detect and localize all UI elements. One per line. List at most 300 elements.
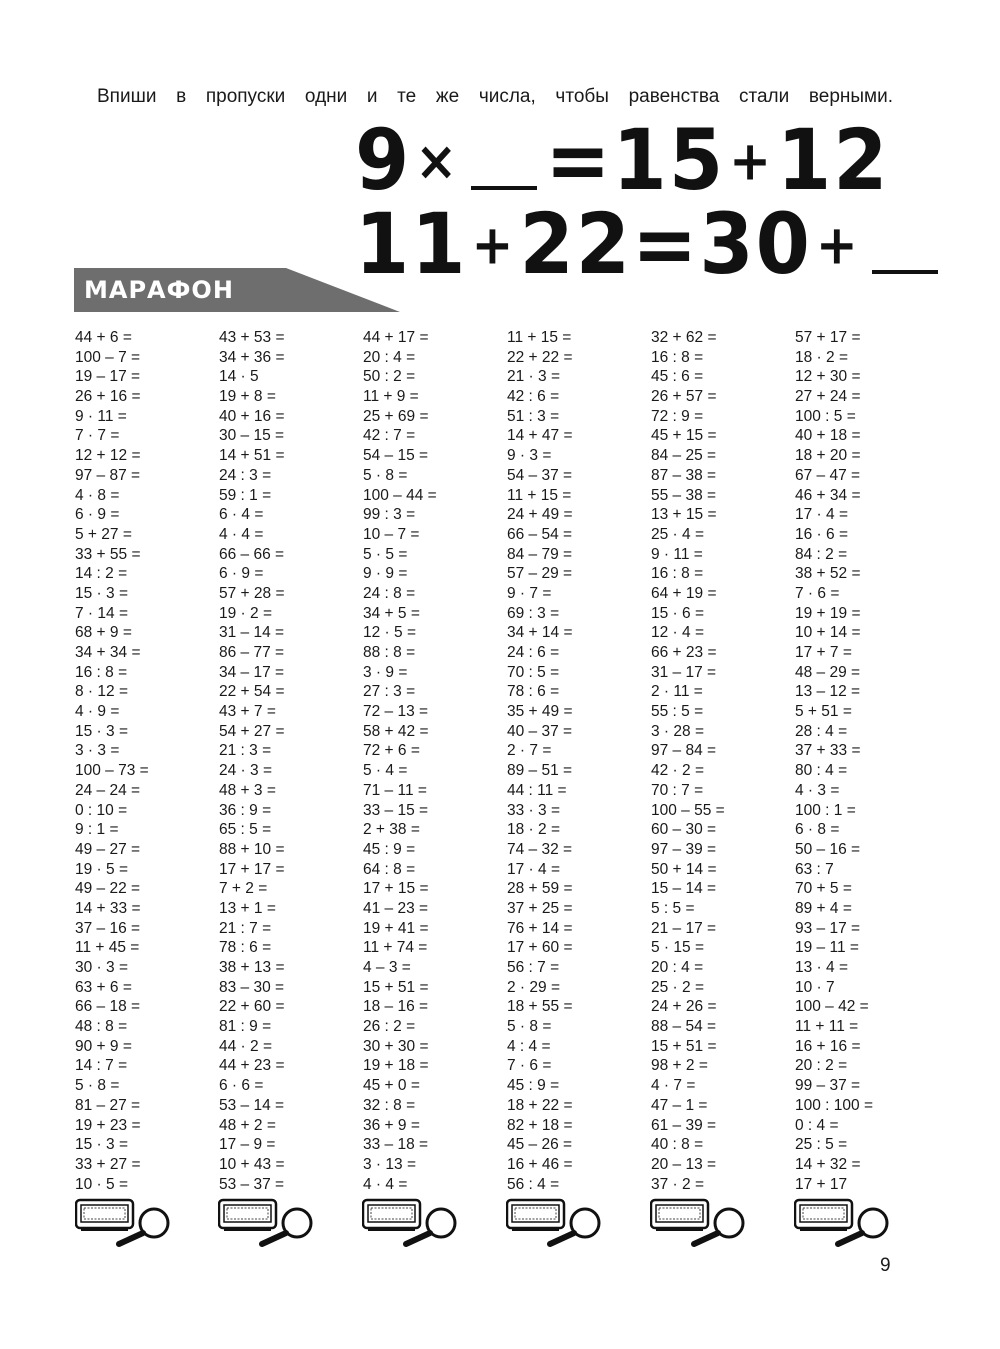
exercise-column-5 [651,328,791,1194]
exercise-item: 10 · 5 = [75,1175,128,1193]
exercise-item: 8 · 12 = [75,683,128,701]
exercise-item: 48 + 3 = [219,781,276,799]
exercise-item: 0 : 4 = [795,1116,839,1134]
exercise-item: 61 – 39 = [651,1116,717,1134]
exercise-item: 43 + 53 = [219,329,285,346]
exercise-item: 45 + 15 = [651,427,717,445]
exercise-item: 6 · 9 = [219,565,264,583]
exercise-item: 17 + 60 = [507,939,573,957]
exercise-item: 54 + 27 = [219,722,285,740]
exercise-item: 37 – 16 = [75,919,141,937]
exercise-item: 5 · 8 = [75,1077,120,1095]
exercise-item: 37 · 2 = [651,1175,704,1193]
exercise-item: 34 + 36 = [219,348,285,366]
exercise-item: 50 : 2 = [363,368,416,386]
exercise-item: 6 · 6 = [219,1077,264,1095]
puzzle-1-operator-2: + [729,129,773,193]
exercise-item: 81 – 27 = [75,1096,141,1114]
exercise-item: 50 + 14 = [651,860,717,878]
exercise-item: 22 + 54 = [219,683,285,701]
exercise-item: 12 + 12 = [75,447,141,465]
puzzle-2-equals: = [632,196,700,294]
exercise-item: 17 + 17 [795,1175,848,1193]
exercise-item: 5 · 4 = [363,762,408,780]
exercise-item: 3 · 3 = [75,742,120,760]
exercise-item: 11 + 15 = [507,329,572,346]
exercise-item: 2 · 7 = [507,742,552,760]
exercise-item: 12 · 4 = [651,624,704,642]
puzzle-2-operator-1: + [471,213,516,277]
exercise-item: 45 – 26 = [507,1136,573,1154]
exercise-item: 16 + 16 = [795,1037,861,1055]
exercise-item: 17 · 4 = [795,506,848,524]
exercise-item: 84 – 25 = [651,447,717,465]
exercise-item: 22 + 22 = [507,348,573,366]
puzzle-2-number-c: 30 [699,196,812,294]
exercise-item: 21 : 7 = [219,919,272,937]
exercise-item: 78 : 6 = [507,683,560,701]
exercise-item: 44 + 23 = [219,1057,285,1075]
exercise-item: 98 + 2 = [651,1057,708,1075]
exercise-item: 43 + 7 = [219,703,276,721]
exercise-item: 44 · 2 = [219,1037,272,1055]
exercise-item: 47 – 1 = [651,1096,708,1114]
exercise-item: 89 + 4 = [795,899,852,917]
exercise-item: 100 : 5 = [795,407,856,425]
exercise-item: 33 – 15 = [363,801,429,819]
exercise-item: 20 : 2 = [795,1057,848,1075]
exercise-item: 49 – 27 = [75,840,141,858]
exercise-item: 48 + 2 = [219,1116,276,1134]
exercise-item: 78 : 6 = [219,939,272,957]
exercise-item: 18 + 55 = [507,998,573,1016]
exercise-item: 20 : 4 = [651,959,704,976]
exercise-item: 49 – 22 = [75,880,141,898]
exercise-item: 14 : 7 = [75,1057,128,1075]
exercise-item: 25 + 69 = [363,407,429,425]
exercise-item: 76 + 14 = [507,919,573,937]
exercise-item: 48 : 8 = [75,1018,128,1036]
exercise-item: 9 · 11 = [75,407,127,425]
timer-group-4 [506,1197,606,1247]
exercise-item: 10 · 7 [795,978,835,996]
exercise-item: 37 + 33 = [795,742,861,760]
exercise-item: 48 – 29 = [795,663,861,681]
exercise-item: 5 + 27 = [75,525,132,543]
exercise-item: 19 + 8 = [219,388,276,406]
exercise-item: 17 + 17 = [219,860,285,878]
exercise-item: 5 : 5 = [651,899,695,917]
exercise-item: 89 – 51 = [507,762,573,780]
exercise-item: 44 : 11 = [507,781,567,799]
exercise-item: 5 · 8 = [507,1018,552,1036]
exercise-item: 45 : 9 = [507,1077,560,1095]
puzzle-1-number-c: 12 [777,112,890,210]
exercise-item: 16 · 6 = [795,525,848,543]
exercise-item: 45 : 6 = [651,368,704,386]
exercise-item: 16 : 8 = [651,565,704,583]
exercise-item: 32 : 8 = [363,1096,416,1114]
exercise-item: 33 + 27 = [75,1155,141,1173]
exercise-item: 5 · 5 = [363,545,408,563]
exercise-item: 7 + 2 = [219,880,268,898]
stopwatch-icon [76,1200,133,1231]
exercise-column-1 [75,328,215,1194]
puzzle-2-blank[interactable] [872,270,938,274]
exercise-item: 11 + 45 = [75,939,140,957]
exercise-item: 17 + 7 = [795,644,852,661]
exercise-item: 30 – 15 = [219,427,285,445]
exercise-item: 15 · 3 = [75,584,128,602]
exercise-item: 7 · 14 = [75,604,128,622]
exercise-item: 13 + 15 = [651,506,717,524]
exercise-item: 24 : 8 = [363,584,416,602]
exercise-item: 99 – 37 = [795,1077,861,1095]
exercise-item: 15 + 51 = [363,978,429,996]
exercise-item: 14 : 2 = [75,565,128,583]
stopwatch-icon [219,1200,276,1231]
exercise-item: 14 · 5 [219,368,259,386]
exercise-item: 59 : 1 = [219,486,272,504]
exercise-item: 3 · 9 = [363,663,408,681]
exercise-item: 19 · 5 = [75,860,128,878]
exercise-item: 64 + 19 = [651,584,717,602]
instruction-text: Впиши в пропуски одни и те же числа, чтобы равенства стали верными. [97,86,893,107]
exercise-item: 51 : 3 = [507,407,560,425]
puzzle-1-number-a: 9 [355,112,412,210]
exercise-item: 26 : 2 = [363,1018,416,1036]
exercise-item: 18 · 2 = [795,348,848,366]
exercise-item: 10 – 7 = [363,525,420,543]
puzzle-equation-2 [355,196,946,294]
exercise-item: 63 + 6 = [75,978,132,996]
exercise-item: 14 + 32 = [795,1155,861,1173]
exercise-item: 6 · 8 = [795,821,840,839]
exercise-column-4 [507,328,647,1194]
exercise-column-6 [795,328,935,1194]
exercise-item: 7 · 7 = [75,427,120,445]
exercise-item: 3 · 28 = [651,722,704,740]
exercise-item: 25 · 4 = [651,525,704,543]
exercise-item: 4 : 4 = [507,1037,551,1055]
exercise-item: 66 + 23 = [651,644,717,661]
stopwatch-icon [507,1200,564,1231]
exercise-item: 97 – 84 = [651,742,717,760]
exercise-item: 11 + 11 = [795,1018,859,1036]
timer-group-3 [362,1197,462,1247]
exercise-item: 56 : 7 = [507,959,560,976]
exercise-item: 53 – 37 = [219,1175,285,1193]
puzzle-2-number-a: 11 [355,196,468,294]
exercise-item: 57 + 28 = [219,584,285,602]
puzzle-1-number-b: 15 [612,112,726,210]
exercise-item: 15 · 3 = [75,722,128,740]
exercise-item: 33 · 3 = [507,801,560,819]
exercise-item: 2 · 11 = [651,683,703,701]
exercise-item: 34 – 17 = [219,663,285,681]
exercise-item: 66 – 66 = [219,545,285,563]
exercise-item: 60 – 30 = [651,821,717,839]
exercise-item: 13 + 1 = [219,899,276,917]
exercise-item: 65 : 5 = [219,821,272,839]
exercise-item: 4 · 9 = [75,703,120,721]
exercise-item: 19 + 18 = [363,1057,429,1075]
exercise-item: 11 + 15 = [507,486,572,504]
exercise-item: 100 : 1 = [795,801,856,819]
exercise-item: 84 : 2 = [795,545,848,563]
exercise-item: 55 – 38 = [651,486,717,504]
exercise-item: 34 + 14 = [507,624,573,642]
exercise-item: 21 : 3 = [219,742,272,760]
exercise-item: 72 + 6 = [363,742,420,760]
exercise-item: 19 + 19 = [795,604,861,622]
exercise-item: 70 : 7 = [651,781,704,799]
exercise-item: 72 – 13 = [363,703,429,721]
exercise-item: 37 + 25 = [507,899,573,917]
exercise-item: 12 + 30 = [795,368,861,386]
exercise-item: 42 · 2 = [651,762,704,780]
exercise-item: 84 – 79 = [507,545,573,563]
exercise-item: 28 + 59 = [507,880,573,898]
exercise-item: 4 · 7 = [651,1077,696,1095]
exercise-item: 46 + 34 = [795,486,861,504]
exercise-item: 45 + 0 = [363,1077,420,1095]
exercise-item: 72 : 9 = [651,407,704,425]
exercise-item: 56 : 4 = [507,1175,560,1193]
exercise-item: 50 – 16 = [795,840,861,858]
exercise-item: 24 + 49 = [507,506,573,524]
exercise-item: 9 · 9 = [363,565,408,583]
exercise-item: 97 – 39 = [651,840,717,858]
exercise-item: 19 – 11 = [795,939,859,957]
exercise-item: 55 : 5 = [651,703,704,721]
exercise-item: 16 : 8 = [75,663,128,681]
exercise-column-2 [219,328,359,1194]
exercise-item: 17 + 15 = [363,880,429,898]
exercise-item: 24 : 3 = [219,466,272,484]
exercise-item: 16 : 8 = [651,348,704,366]
exercise-item: 71 – 11 = [363,781,427,799]
exercise-item: 87 – 38 = [651,466,717,484]
exercise-item: 15 · 6 = [651,604,704,622]
exercise-item: 70 + 5 = [795,880,852,898]
exercise-item: 4 · 8 = [75,486,120,504]
exercise-item: 45 : 9 = [363,840,416,858]
exercise-item: 40 + 18 = [795,427,861,445]
exercise-item: 40 : 8 = [651,1136,704,1154]
exercise-item: 21 · 3 = [507,368,560,386]
exercise-item: 100 – 44 = [363,486,437,504]
puzzle-equation-1 [355,112,890,210]
timer-group-6 [794,1197,894,1247]
exercise-item: 97 – 87 = [75,466,141,484]
exercise-item: 68 + 9 = [75,624,132,642]
page-number: 9 [880,1255,891,1276]
exercise-item: 15 – 14 = [651,880,717,898]
exercise-item: 80 : 4 = [795,762,848,780]
exercise-item: 40 – 37 = [507,722,573,740]
exercise-item: 10 + 43 = [219,1155,285,1173]
exercise-item: 26 + 16 = [75,388,141,406]
exercise-item: 100 – 42 = [795,998,869,1016]
exercise-item: 9 · 7 = [507,584,552,602]
exercise-item: 33 – 18 = [363,1136,429,1154]
exercise-item: 36 + 9 = [363,1116,420,1134]
exercise-item: 4 · 4 = [219,525,264,543]
puzzle-2-operator-2: + [815,213,860,277]
exercise-item: 54 – 15 = [363,447,429,465]
timer-group-1 [75,1197,175,1247]
exercise-item: 20 : 4 = [363,348,416,366]
exercise-item: 17 · 4 = [507,860,560,878]
exercise-item: 42 : 7 = [363,427,416,445]
exercise-item: 7 · 6 = [795,584,840,602]
exercise-item: 6 · 9 = [75,506,120,524]
exercise-item: 57 + 17 = [795,329,861,346]
exercise-item: 5 + 51 = [795,703,852,721]
puzzle-1-operator-1: × [415,129,460,193]
exercise-item: 88 + 10 = [219,840,285,858]
exercise-item: 18 + 22 = [507,1096,573,1114]
exercise-item: 9 : 1 = [75,821,119,839]
exercise-item: 10 + 14 = [795,624,861,642]
exercise-item: 18 + 20 = [795,447,861,465]
exercise-item: 19 · 2 = [219,604,272,622]
exercise-item: 70 : 5 = [507,663,560,681]
exercise-item: 53 – 14 = [219,1096,285,1114]
exercise-item: 0 : 10 = [75,801,128,819]
exercise-item: 27 + 24 = [795,388,861,406]
exercise-item: 66 – 54 = [507,525,573,543]
exercise-item: 28 : 4 = [795,722,848,740]
exercise-column-3 [363,328,503,1194]
exercise-item: 5 · 8 = [363,466,408,484]
exercise-item: 31 – 17 = [651,663,717,681]
exercise-item: 38 + 52 = [795,565,861,583]
exercise-item: 99 : 3 = [363,506,416,524]
exercise-item: 42 : 6 = [507,388,560,406]
exercise-item: 2 + 38 = [363,821,420,839]
exercise-item: 25 · 2 = [651,978,704,996]
exercise-item: 24 · 3 = [219,762,272,780]
exercise-item: 74 – 32 = [507,840,573,858]
exercise-item: 19 – 17 = [75,368,141,386]
exercise-item: 41 – 23 = [363,899,429,917]
exercise-item: 20 – 13 = [651,1155,717,1173]
exercise-item: 93 – 17 = [795,919,861,937]
exercise-item: 100 – 7 = [75,348,141,366]
stopwatch-icon [795,1200,852,1231]
exercise-item: 24 + 26 = [651,998,717,1016]
exercise-item: 14 + 47 = [507,427,573,445]
exercise-item: 27 : 3 = [363,683,416,701]
exercise-item: 64 : 8 = [363,860,416,878]
exercise-item: 14 + 51 = [219,447,285,465]
exercise-item: 34 + 5 = [363,604,420,622]
exercise-item: 88 : 8 = [363,644,416,661]
exercise-item: 16 + 46 = [507,1155,573,1173]
exercise-item: 100 – 55 = [651,801,725,819]
exercise-item: 44 + 6 = [75,329,132,346]
exercise-item: 67 – 47 = [795,466,861,484]
exercise-item: 5 · 15 = [651,939,704,957]
exercise-item: 57 – 29 = [507,565,573,583]
puzzle-2-number-b: 22 [519,196,632,294]
exercise-item: 6 · 4 = [219,506,264,524]
exercise-item: 9 · 3 = [507,447,552,465]
exercise-item: 25 : 5 = [795,1136,848,1154]
puzzle-1-equals: = [545,112,613,210]
exercise-item: 30 + 30 = [363,1037,429,1055]
exercise-item: 19 + 23 = [75,1116,141,1134]
exercise-item: 86 – 77 = [219,644,285,661]
exercise-item: 11 + 74 = [363,939,428,957]
exercise-item: 13 · 4 = [795,959,848,976]
exercise-item: 83 – 30 = [219,978,285,996]
timer-group-2 [218,1197,318,1247]
exercise-item: 13 – 12 = [795,683,861,701]
exercise-item: 12 · 5 = [363,624,416,642]
exercise-item: 15 · 3 = [75,1136,128,1154]
timer-group-5 [650,1197,750,1247]
puzzle-1-blank[interactable] [471,186,537,190]
exercise-item: 100 : 100 = [795,1096,873,1114]
exercise-item: 14 + 33 = [75,899,141,917]
exercise-item: 36 : 9 = [219,801,272,819]
exercise-item: 35 + 49 = [507,703,573,721]
exercise-item: 18 · 2 = [507,821,560,839]
exercise-item: 4 · 4 = [363,1175,408,1193]
exercise-item: 66 – 18 = [75,998,141,1016]
exercise-item: 18 – 16 = [363,998,429,1016]
exercise-item: 58 + 42 = [363,722,429,740]
stopwatch-icon [651,1200,708,1231]
exercise-item: 54 – 37 = [507,466,573,484]
exercise-item: 100 – 73 = [75,762,149,780]
exercise-item: 33 + 55 = [75,545,141,563]
exercise-item: 3 · 13 = [363,1155,416,1173]
exercise-item: 24 – 24 = [75,781,141,799]
exercise-item: 4 · 3 = [795,781,840,799]
exercise-item: 24 : 6 = [507,644,560,661]
exercise-item: 82 + 18 = [507,1116,573,1134]
exercise-item: 17 – 9 = [219,1136,276,1154]
exercise-item: 88 – 54 = [651,1018,717,1036]
exercise-item: 7 · 6 = [507,1057,552,1075]
exercise-item: 19 + 41 = [363,919,429,937]
exercise-item: 69 : 3 = [507,604,560,622]
exercise-item: 4 – 3 = [363,959,411,976]
exercise-item: 81 : 9 = [219,1018,272,1036]
exercise-item: 30 · 3 = [75,959,128,976]
exercise-item: 21 – 17 = [651,919,717,937]
exercise-item: 9 · 11 = [651,545,703,563]
section-banner [74,268,400,312]
exercise-item: 32 + 62 = [651,329,717,346]
exercise-item: 2 · 29 = [507,978,560,996]
stopwatch-icon [363,1200,420,1231]
exercise-item: 44 + 17 = [363,329,429,346]
exercise-item: 40 + 16 = [219,407,285,425]
exercise-item: 34 + 34 = [75,644,141,661]
exercise-item: 11 + 9 = [363,388,419,406]
exercise-item: 38 + 13 = [219,959,285,976]
exercise-item: 90 + 9 = [75,1037,132,1055]
exercise-item: 26 + 57 = [651,388,717,406]
exercise-item: 31 – 14 = [219,624,285,642]
exercise-item: 63 : 7 [795,860,834,878]
section-title: МАРАФОН [84,276,234,304]
